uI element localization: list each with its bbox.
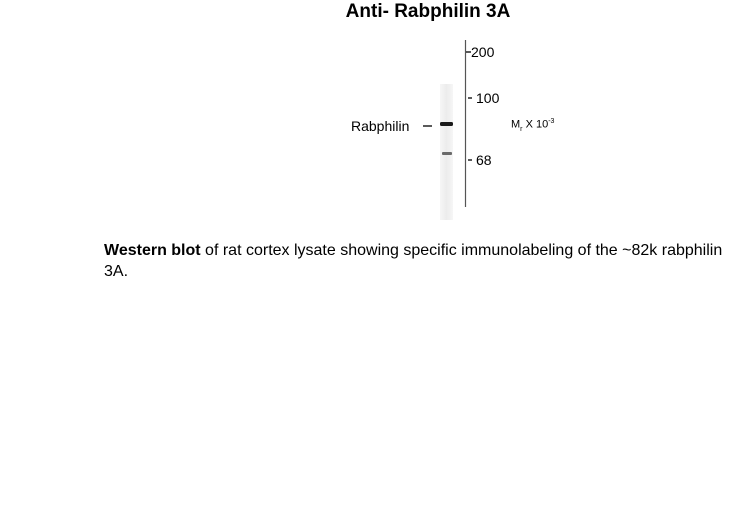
- unit-sub: r: [520, 125, 523, 133]
- page-title: Anti- Rabphilin 3A: [345, 1, 511, 22]
- unit-rest: X 10: [522, 118, 549, 131]
- caption-text: of rat cortex lysate showing specific immunolabeling of the ~82k rabphilin 3A.: [104, 242, 723, 280]
- marker-200: 200: [471, 44, 495, 60]
- marker-100: 100: [476, 90, 500, 106]
- axis-unit-label: [511, 118, 554, 133]
- band-label: Rabphilin: [351, 118, 410, 134]
- marker-68: 68: [476, 152, 492, 168]
- caption-bold: Western blot: [104, 242, 201, 259]
- unit-m: M: [511, 118, 521, 131]
- rabphilin-band: [440, 122, 453, 126]
- minor-band: [442, 152, 452, 155]
- unit-exp: -3: [548, 118, 555, 125]
- figure-caption: [104, 240, 734, 282]
